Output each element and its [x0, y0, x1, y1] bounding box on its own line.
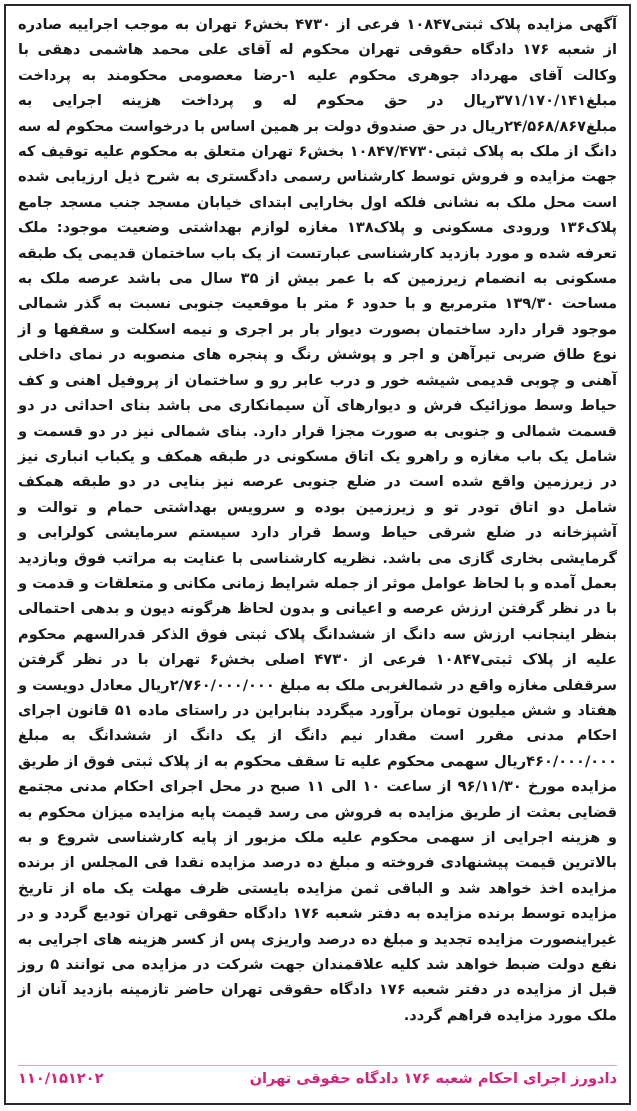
reference-number: ۱۱۰/۱۵۱۲۰۲ [18, 1070, 104, 1087]
notice-footer [18, 1065, 617, 1087]
notice-body-text: آگهی مزایده پلاک ثبتی۱۰۸۴۷ فرعی از ۴۷۳۰ بخش۶ تهران به موجب اجراییه صادره از شعبه ۱۷۶ دادگاه حقوقی تهران محکوم له آقای علی محمد هاشمی دهقی با وکالت آقای مهرداد جوهری محکوم علیه ۱-رضا معصومی محکومند به پرداخت مبلغ۳۷۱/۱۷۰/۱۴۱ریال در حق محکوم له و پرداخت هزینه اجرایی به مبلغ۲۴/۵۶۸/۸۶۷ریال در حق صندوق دولت بر همین اساس با درخواست محکوم له سه دانگ از ملک به پلاک ثبتی۱۰۸۴۷/۴۷۳۰ بخش۶ تهران متعلق به محکوم علیه توقیف که جهت مزایده و فروش توسط کارشناس رسمی دادگستری به شرح ذیل ارزیابی شده است محل ملک به نشانی فلکه اول بخارایی ابتدای خیابان مسجد جنب مسجد جامع پلاک۱۳۶ ورودی مسکونی و پلاک۱۳۸ مغازه لوازم بهداشتی وضعیت موجود: ملک تعرفه شده و مورد بازدید کارشناسی عبارتست از یک باب ساختمان قدیمی یک طبقه مسکونی به انضمام زیرزمین که با عمر بیش از ۳۵ سال می باشد عرصه ملک به مساحت ۱۳۹/۳۰ مترمربع و با حدود ۶ متر با موقعیت جنوبی نسبت به گذر شمالی موجود قرار دارد ساختمان بصورت دیوار بار بر اجری و نیمه اسکلت و سقفها و از نوع طاق ضربی تیرآهن و اجر و پوشش رنگ و پنجره های منصوبه در نمای داخلی آهنی و چوبی قدیمی شیشه خور و درب عابر رو و ساختمان از پروفیل اهنی و کف حیاط وسط موزائیک فرش و دیوارهای آن سیمانکاری می باشد بنای احداثی در دو قسمت شمالی و جنوبی به صورت مجزا قرار دارد. بنای شمالی نیز در دو قسمت و شامل یک باب مغازه و راهرو یک اتاق مسکونی در طبقه همکف و یکباب انباری نیز در زیرزمین واقع شده است در ضلع جنوبی عرصه نیز بنایی در دو طبقه همکف شامل دو اتاق تودر تو و زیرزمین بوده و سرویس بهداشتی حمام و توالت و آشپزخانه در ضلع شرقی حیاط وسط قرار دارد سیستم سرمایشی کولرابی و گرمایشی بخاری گازی می باشد. نظریه کارشناسی با عنایت به مراتب فوق وبازدید بعمل آمده و با لحاظ عوامل موثر از جمله شرایط زمانی مکانی و متعلقات و قدمت و با در نظر گرفتن ارزش عرصه و اعیانی و بدون لحاظ هرگونه دیون و بدهی احتمالی بنظر اینجانب ارزش سه دانگ از ششدانگ پلاک ثبتی فوق الذکر قدرالسهم محکوم علیه از پلاک ثبتی۱۰۸۴۷ فرعی از ۴۷۳۰ اصلی بخش۶ تهران با در نظر گرفتن سرقفلی مغازه واقع در شمالغربی ملک به مبلغ ۲/۷۶۰/۰۰۰/۰۰۰ریال معادل دویست و هفتاد و شش میلیون تومان برآورد میگردد بنابراین در راستای ماده ۵۱ قانون اجرای احکام مدنی مقرر است مقدار نیم دانگ از یک دانگ از ششدانگ به مبلغ ۴۶۰/۰۰۰/۰۰۰ریال سهمی محکوم علیه تا سقف محکوم به از پلاک ثبتی فوق از طریق مزایده مورخ ۹۶/۱۱/۳۰ از ساعت ۱۰ الی ۱۱ صبح در محل اجرای احکام مدنی مجتمع قضایی بعثت از طریق مزایده به فروش می رسد قیمت پایه مزایده میزان محکوم به و هزینه اجرایی از سهمی محکوم علیه ملک مزبور از پایه کارشناسی شروع و به بالاترین قیمت پیشنهادی فروخته و مبلغ ده درصد مزایده نقدا فی المجلس از برنده مزایده اخذ خواهد شد و الباقی ثمن مزایده بایستی ظرف مهلت یک ماه از تاریخ مزایده توسط برنده مزایده به دفتر شعبه ۱۷۶ دادگاه حقوقی تهران تودیع گردد و در غیراینصورت مزایده تجدید و مبلغ ده درصد واریزی پس از کسر هزینه های اجرایی به نفع دولت ضبط خواهد شد کلیه علاقمندان جهت شرکت در مزایده می توانند ۵ روز قبل از مزایده در دفتر شعبه ۱۷۶ دادگاه حقوقی تهران حاضر تازمینه بازدید آنان از ملک مورد مزایده فراهم گردد. [18, 16, 618, 1024]
signature: دادورز اجرای احکام شعبه ۱۷۶ دادگاه حقوقی تهران [249, 1070, 617, 1087]
legal-notice [4, 4, 631, 1105]
